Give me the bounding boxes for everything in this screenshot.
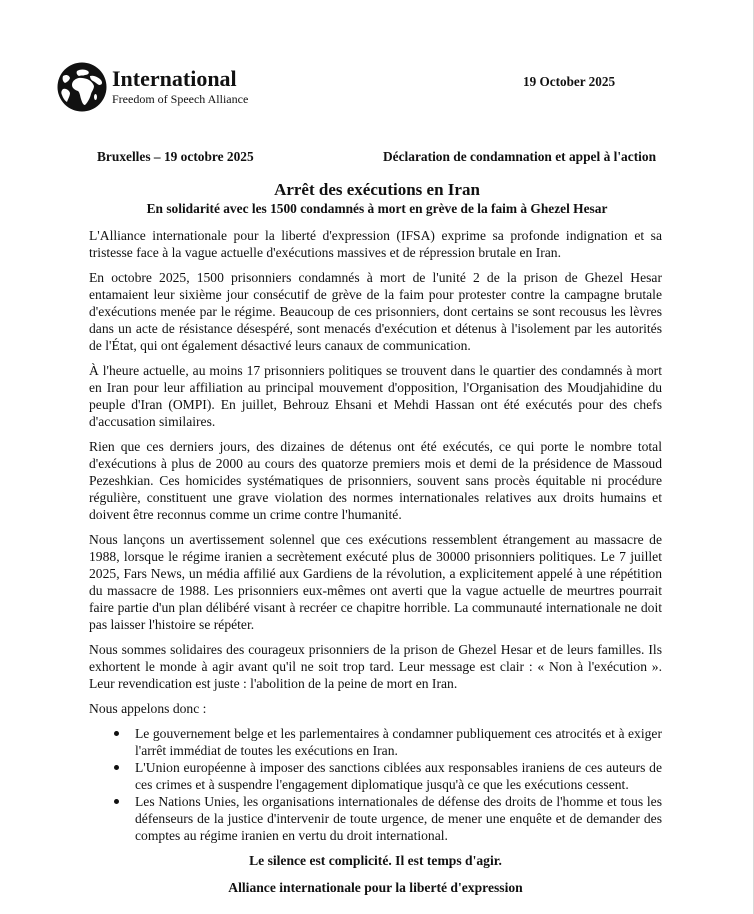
call-intro: Nous appelons donc : xyxy=(89,701,207,716)
org-tagline: Freedom of Speech Alliance xyxy=(112,92,249,106)
body-paragraph: En octobre 2025, 1500 prisonniers condamnés à mort de l'unité 2 de la prison de Ghezel Hesar entamaient leur sixième jour consécutif de grève de la faim pour protester contre la campagne brutale d'exécutions menée par le régime. Beaucoup de ces prisonniers, dont certains se sont recousus les lèvres dans un acte de résistance désespéré, sont menacés d'exécution et détenus à l'isolement par les autorités de l'État, qui ont également désactivé leurs canaux de communication. xyxy=(89,270,662,353)
bullet-icon xyxy=(114,799,119,804)
globe-logo-graphic xyxy=(57,62,107,112)
demands-list xyxy=(89,725,662,844)
demand-item xyxy=(89,725,662,759)
bullet-icon xyxy=(114,765,119,770)
closing-slogan: Le silence est complicité. Il est temps d'agir. xyxy=(249,853,502,868)
demand-text: L'Union européenne à imposer des sanctions ciblées aux responsables iraniens de ces auteurs de ces crimes et à suspendre l'engagement diplomatique jusqu'à ce que les exécutions cessent. xyxy=(135,760,662,792)
demand-item xyxy=(89,759,662,793)
demand-text: Le gouvernement belge et les parlementaires à condamner publiquement ces atrocités et à exiger l'arrêt immédiat de toutes les exécutions en Iran. xyxy=(135,726,662,758)
body-paragraph: Nous sommes solidaires des courageux prisonniers de la prison de Ghezel Hesar et de leurs familles. Ils exhortent le monde à agir avant qu'il ne soit trop tard. Leur message est clair : « Non à l'exécution ». Leur revendication est juste : l'abolition de la peine de mort en Iran. xyxy=(89,642,662,691)
globe-icon xyxy=(57,62,107,112)
body-paragraph: À l'heure actuelle, au moins 17 prisonniers politiques se trouvent dans le quartier des condamnés à mort en Iran pour leur affiliation au principal mouvement d'opposition, l'Organisation des Moudjahidine du peuple d'Iran (OMPI). En juillet, Behrouz Ehsani et Mehdi Hassan ont été exécutés pour des chefs d'accusation similaires. xyxy=(89,363,662,429)
org-name: International xyxy=(112,66,237,91)
dateline-location-date: Bruxelles – 19 octobre 2025 xyxy=(97,149,254,164)
demand-item xyxy=(89,793,662,844)
body-paragraph: L'Alliance internationale pour la liberté d'expression (IFSA) exprime sa profonde indignation et sa tristesse face à la vague actuelle d'exécutions massives et de répression brutale en Iran. xyxy=(89,228,662,260)
body-paragraph: Nous lançons un avertissement solennel que ces exécutions ressemblent étrangement au massacre de 1988, lorsque le régime iranien a secrètement exécuté plus de 30000 prisonniers politiques. Le 7 juillet 2025, Fars News, un média affilié aux Gardiens de la révolution, a explicitement appelé à une répétition du massacre de 1988. Les prisonniers eux-mêmes ont averti que la vague actuelle de meurtres pourrait faire partie d'un plan délibéré visant à recréer ce chapitre horrible. La communauté internationale ne doit pas laisser l'histoire se répéter. xyxy=(89,532,662,632)
header-date: 19 October 2025 xyxy=(523,74,616,89)
body-paragraph: Rien que ces derniers jours, des dizaines de détenus ont été exécutés, ce qui porte le nombre total d'exécutions à plus de 2000 au cours des quatorze premiers mois et demi de la présidence de Massoud Pezeshkian. Ces homicides systématiques de prisonniers, souvent sans procès équitable ni procédure régulière, constituent une grave violation des normes internationales relatives aux droits humains et doivent être reconnus comme un crime contre l'humanité. xyxy=(89,439,662,522)
bullet-icon xyxy=(114,731,119,736)
document-body xyxy=(89,227,662,896)
demand-text: Les Nations Unies, les organisations internationales de défense des droits de l'homme et tous les défenseurs de la justice d'intervenir de toute urgence, de mener une enquête et de demander des comptes au régime iranien en vertu du droit international. xyxy=(135,794,662,843)
document-type: Déclaration de condamnation et appel à l'action xyxy=(383,149,657,164)
document-subtitle: En solidarité avec les 1500 condamnés à mort en grève de la faim à Ghezel Hesar xyxy=(146,201,608,216)
document-title: Arrêt des exécutions en Iran xyxy=(274,180,480,199)
signature: Alliance internationale pour la liberté d'expression xyxy=(228,880,523,895)
